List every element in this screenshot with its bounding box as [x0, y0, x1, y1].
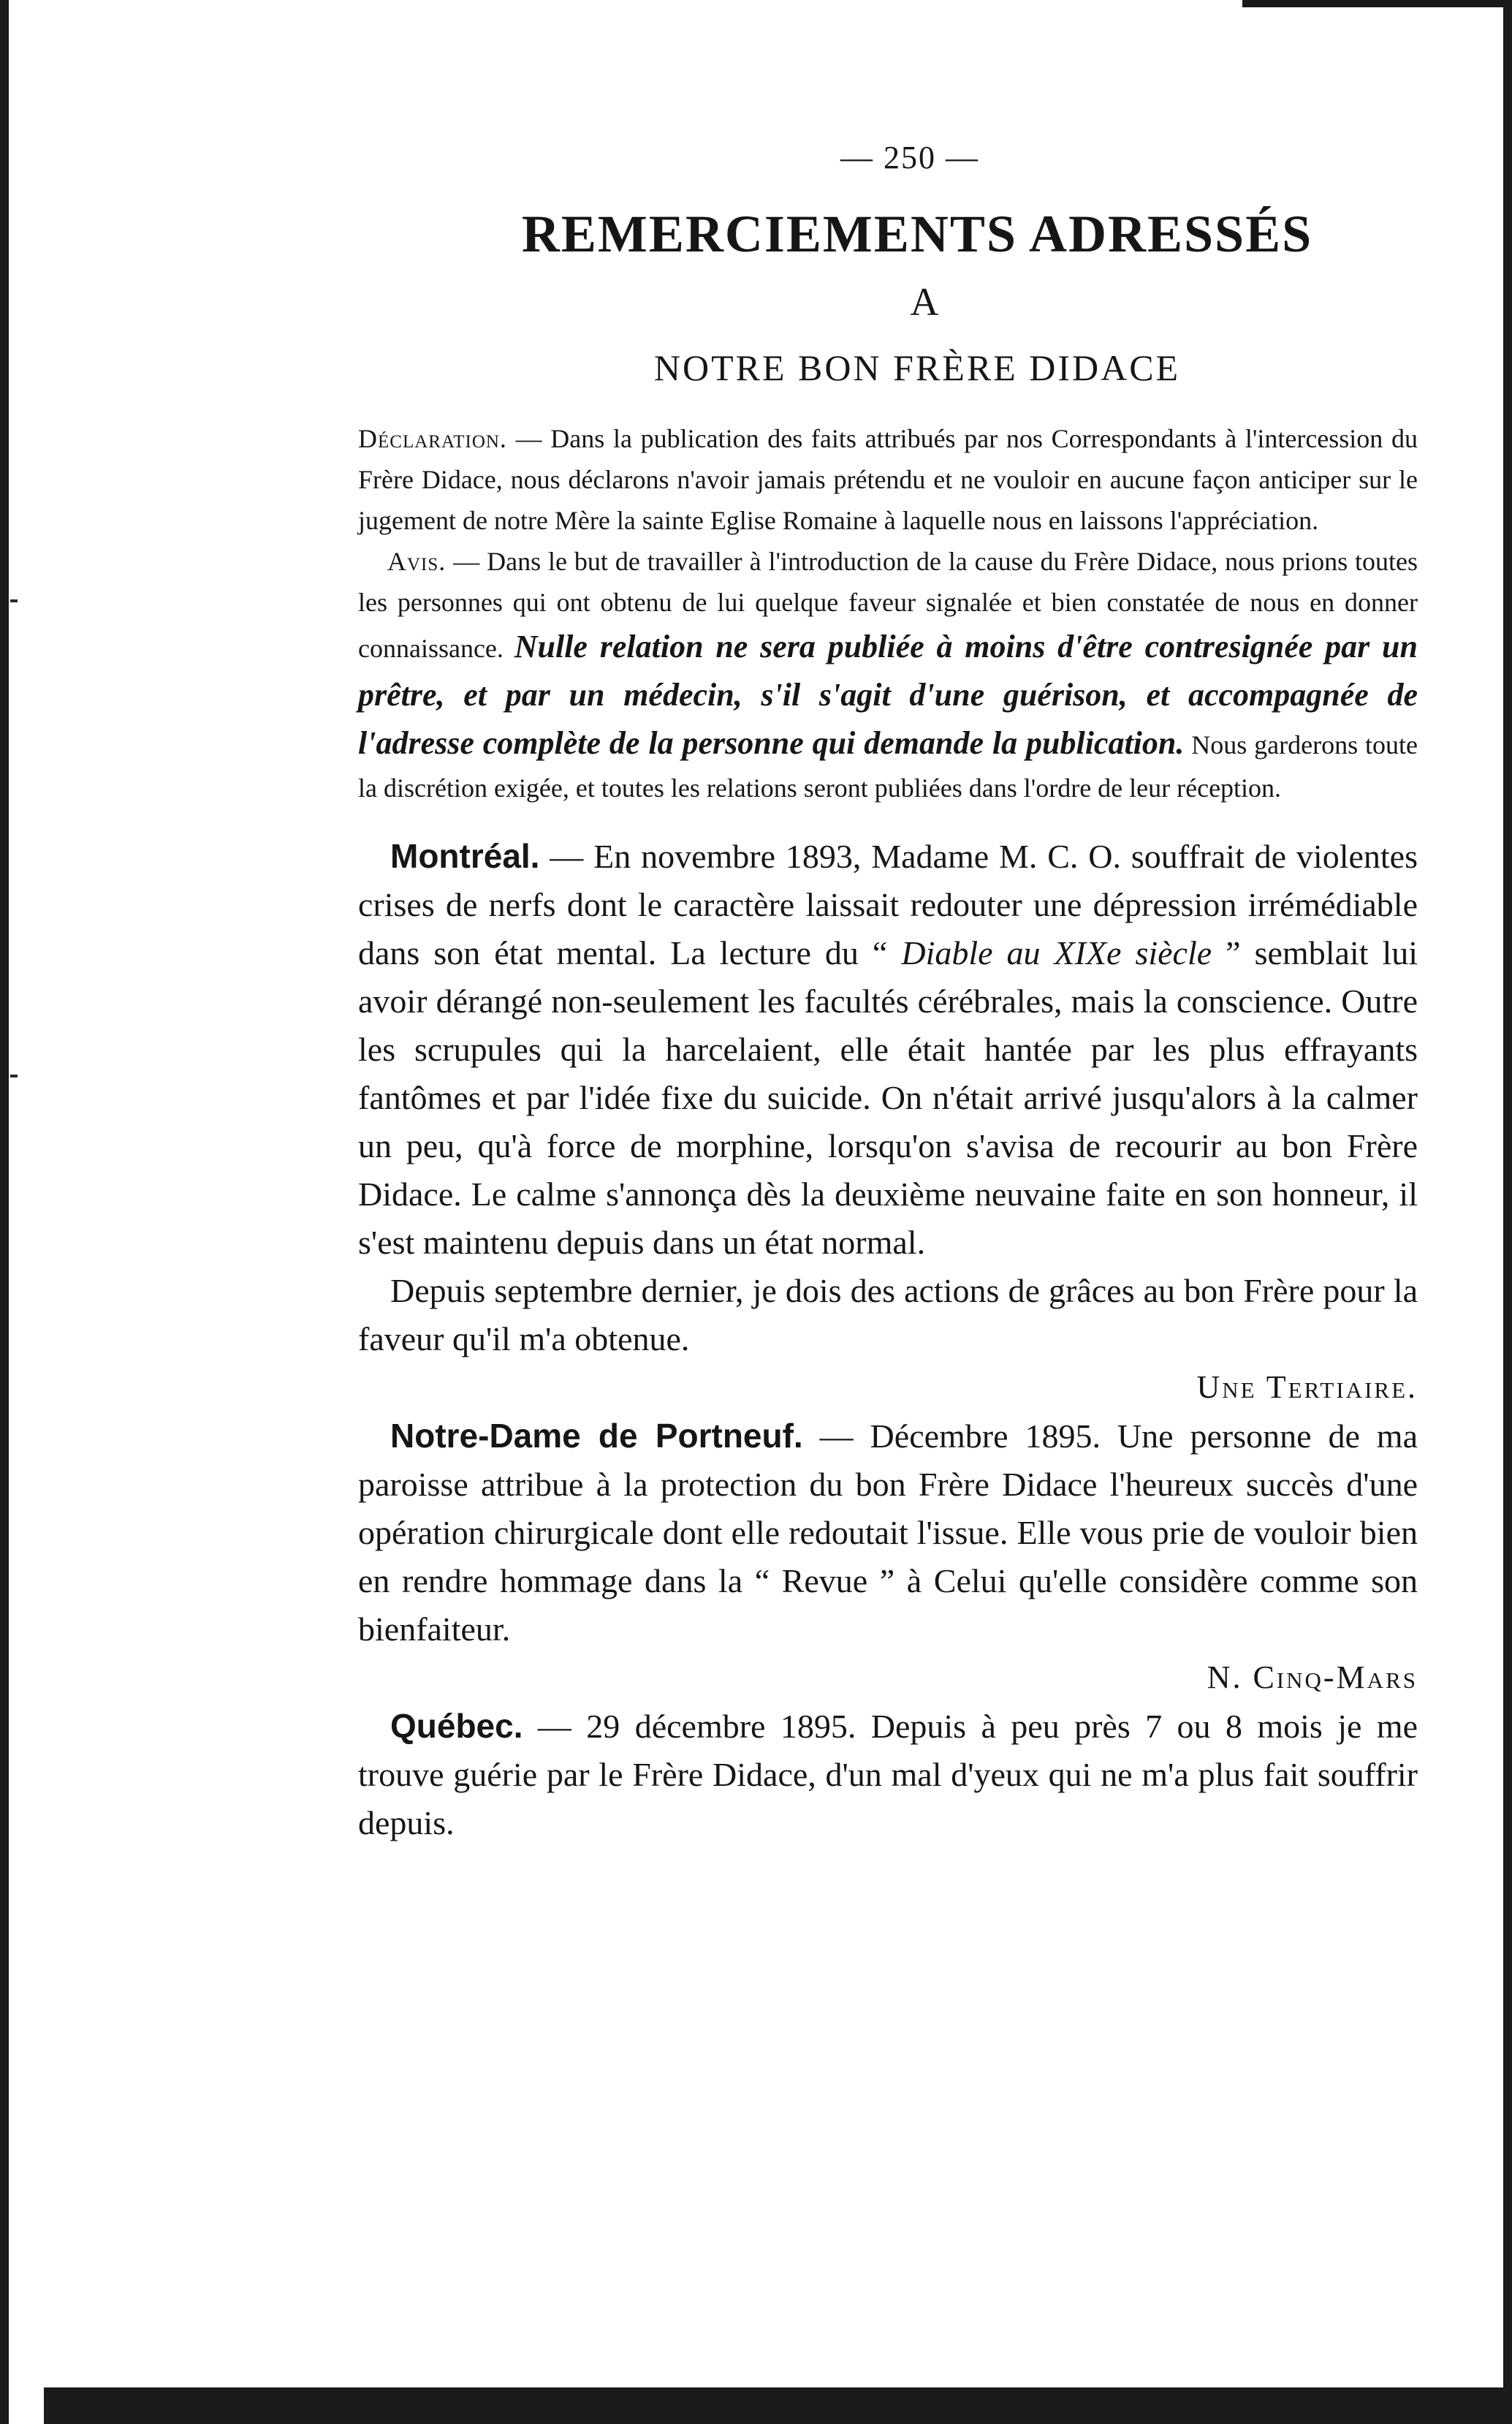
scan-mark	[10, 599, 18, 602]
testimonies-section	[358, 832, 1418, 1847]
avis-notice: Nulle relation ne sera publiée à moins d'être contresignée par un prêtre, et par un médecin, s'il s'agit d'une guérison, et accompagnée de l'adresse complète de la personne qui demande la publication.	[358, 629, 1418, 762]
page-content	[358, 139, 1418, 1847]
page-subtitle: NOTRE BON FRÈRE DIDACE	[653, 347, 1181, 389]
testimony-place: Québec.	[390, 1707, 523, 1746]
scan-border-right	[1503, 0, 1512, 2424]
scan-border-left	[0, 0, 9, 2424]
scan-mark	[10, 1075, 18, 1077]
scan-border-bottom	[44, 2387, 1512, 2424]
quoted-title: Diable au XIXe siècle	[901, 934, 1212, 972]
avis-paragraph	[358, 541, 1418, 808]
testimony-text: semblait lui avoir dérangé non-seulement les facultés cérébrales, mais la conscience. Outre les scrupules qui la harcelaient, elle était hantée par les plus effrayants fantômes et par l'idée fixe du suicide. On n'était arrivé jusqu'alors à la calmer un peu, qu'à force de morphine, lorsqu'on s'avisa de recourir au bon Frère Didace. Le calme s'annonça dès la deuxième neuvaine faite en son honneur, il s'est maintenu depuis dans un état normal.	[358, 934, 1418, 1262]
testimony-text: — 29 décembre 1895. Depuis à peu près 7 ou 8 mois je me trouve guérie par le Frère Didace, d'un mal d'yeux qui ne m'a plus fait souffrir depuis.	[358, 1708, 1418, 1842]
declaration-label: Déclaration.	[358, 424, 507, 454]
testimony-paragraph	[358, 1702, 1418, 1847]
declaration-paragraph	[358, 418, 1418, 541]
testimony-place: Notre-Dame de Portneuf.	[390, 1417, 803, 1455]
avis-closing: Nous garderons toute la discrétion exigée, et toutes les relations seront publiées dans l'ordre de leur réception.	[358, 730, 1418, 803]
testimony-paragraph	[358, 832, 1418, 1267]
testimony-paragraph	[358, 1267, 1418, 1363]
page-title: REMERCIEMENTS ADRESSÉS	[521, 205, 1313, 263]
scan-border-top	[1242, 0, 1512, 7]
testimony-place: Montréal.	[390, 837, 540, 876]
title-connector: A	[910, 280, 939, 325]
avis-label: Avis.	[387, 547, 447, 577]
testimony-signature: Une Tertiaire.	[1196, 1369, 1418, 1406]
testimony-paragraph	[358, 1412, 1418, 1654]
testimony-text: — En novembre 1893, Madame M. C. O. souffrait de violentes crises de nerfs dont le caractère laissait redouter une dépression irrémédiable dans son état mental. La lecture du	[358, 838, 1418, 972]
quote-close: ”	[1212, 934, 1241, 972]
testimony-text: Depuis septembre dernier, je dois des actions de grâces au bon Frère pour la faveur qu'il m'a obtenue.	[358, 1272, 1418, 1358]
page-number: — 250 —	[840, 140, 979, 175]
quote-open: “	[872, 934, 902, 972]
testimony-signature: N. Cinq-Mars	[1207, 1659, 1418, 1696]
avis-text: — Dans le but de travailler à l'introduction de la cause du Frère Didace, nous prions toutes les personnes qui ont obtenu de lui quelque faveur signalée et bien constatée de nous en donner connaissance.	[358, 547, 1418, 664]
declaration-text: — Dans la publication des faits attribués par nos Correspondants à l'intercession du Frère Didace, nous déclarons n'avoir jamais prétendu et ne vouloir en aucune façon anticiper sur le jugement de notre Mère la sainte Eglise Romaine à laquelle nous en laissons l'appréciation.	[358, 424, 1418, 536]
testimony-text: — Décembre 1895. Une personne de ma paroisse attribue à la protection du bon Frère Didace l'heureux succès d'une opération chirurgicale dont elle redoutait l'issue. Elle vous prie de vouloir bien en rendre hommage dans la “ Revue ” à Celui qu'elle considère comme son bienfaiteur.	[358, 1417, 1418, 1648]
notices-section	[358, 418, 1418, 808]
